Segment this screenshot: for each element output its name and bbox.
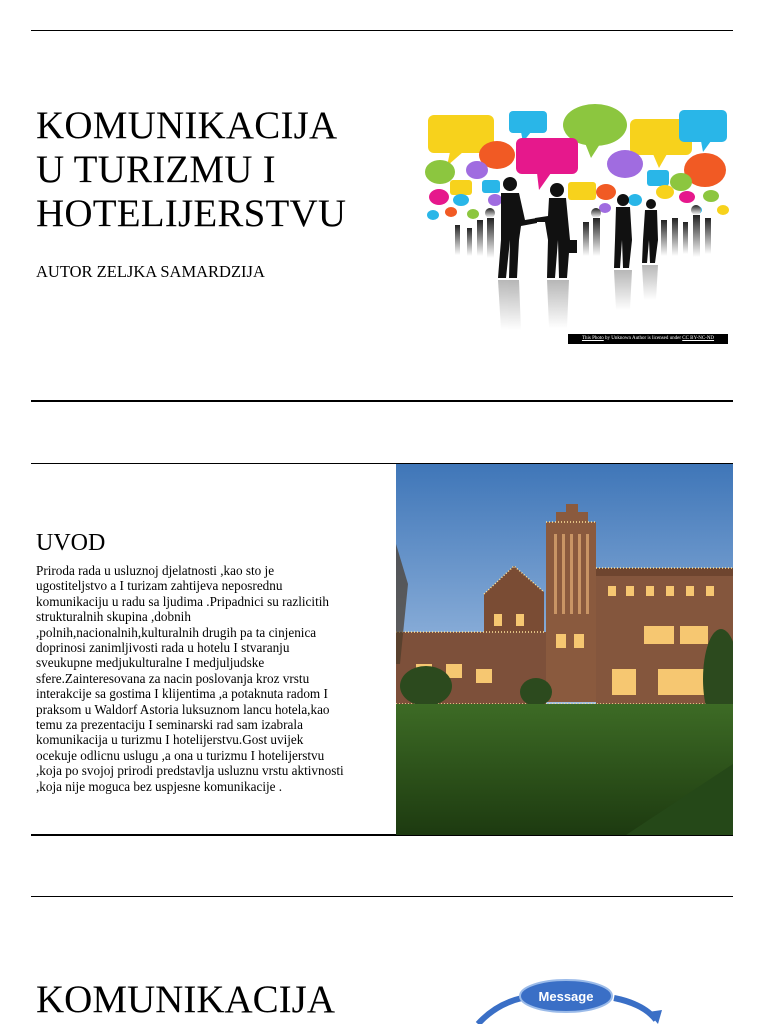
title-line: U TURIZMU I bbox=[36, 148, 276, 191]
message-label: Message bbox=[538, 989, 594, 1004]
section-heading: UVOD bbox=[36, 530, 106, 556]
photo-credit-link[interactable]: This Photo bbox=[581, 336, 604, 341]
crowd-silhouettes bbox=[455, 205, 711, 258]
page-divider-1 bbox=[31, 400, 733, 402]
slide3-title: KOMUNIKACIJA bbox=[36, 978, 335, 1021]
floor-reflection bbox=[498, 265, 658, 330]
section-body-text: Priroda rada u usluznoj djelatnosti ,kao sto je ugostiteljstvo a I turizam zahtijeva neposrednu komunikaciju u radu sa ljudima .Pripadnici su razlicitih strukturalnih skupina ,dobnih ,polnih,nacionalnih,kulturalnih drugih pa ta cinjenica doprinosi zanimljivosti rada u hotelu I stvaranju sveukupne medjukulturalne I medjuljudske sfere.Zainteresovana za nacin poslovanja kroz vrstu interakcije sa gostima I klijentima ,a potaknuta radom I praksom u Waldorf Astoria luksuznom lancu hotela,kao temu za prezentaciju I seminarski rad sam izabrala komunikacija u turizmu I hotelijerstvu.Gost uvijek ocekuje odlicnu uslugu ,a ona u turizmu I hotelijerstvu ,koja po svojoj prirodi predstavlja usluznu vrstu aktivnosti ,koja nije moguca bez uspjesne komunikacije . bbox=[36, 563, 344, 794]
communication-people-illustration bbox=[425, 100, 730, 340]
page-divider-top bbox=[31, 30, 733, 31]
hotel-photo bbox=[396, 464, 733, 835]
title-line: KOMUNIKACIJA bbox=[36, 104, 338, 147]
photo-credit-text: by Unknown Author is licensed under bbox=[603, 336, 683, 341]
speech-bubbles bbox=[425, 104, 729, 220]
photo-credit bbox=[568, 334, 728, 344]
page-divider-2 bbox=[31, 896, 733, 897]
author-line: AUTOR ZELJKA SAMARDZIJA bbox=[36, 262, 265, 281]
presentation-title bbox=[36, 104, 346, 236]
title-line: HOTELIJERSTVU bbox=[36, 192, 347, 235]
license-link[interactable]: CC BY-NC-ND bbox=[682, 336, 715, 341]
communication-cycle-diagram bbox=[396, 968, 733, 1024]
